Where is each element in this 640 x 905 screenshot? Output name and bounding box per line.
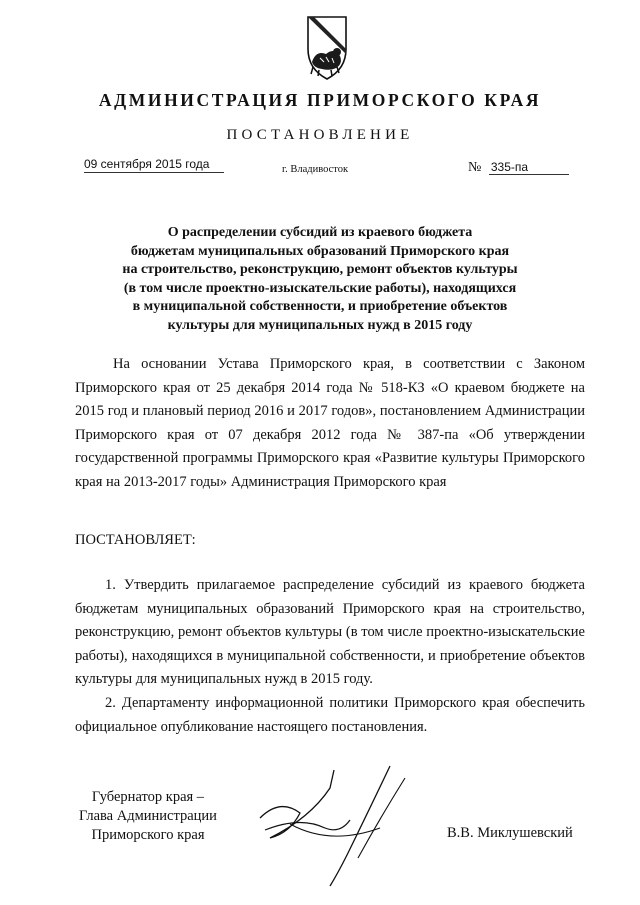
document-number [468,160,569,176]
document-title [60,224,580,335]
title-line: бюджетам муниципальных образований Приморского края [130,243,510,259]
document-type: ПОСТАНОВЛЕНИЕ [226,127,414,143]
handwritten-signature-icon [230,758,420,888]
position-line: Глава Администрации [79,808,217,824]
decree-word: ПОСТАНОВЛЯЕТ: [75,532,196,548]
decree-item-1: 1. Утвердить прилагаемое распределение субсидий из краевого бюджета бюджетам муниципальных образований Приморского края на строительство, реконструкцию, ремонт объектов культуры (в том числе проектно-изыскательские работы), находящихся в муниципальной собственности, и приобретение объектов культуры для муниципальных нужд в 2015 году. [75,577,585,687]
preamble-paragraph: На основании Устава Приморского края, в соответствии с Законом Приморского края от 25 декабря 2014 года № 518-КЗ «О краевом бюджете на 2015 год и плановый период 2016 и 2017 годов», постановлением Администрации Приморского края от 07 декабря 2012 года № 387-па «Об утверждении государственной программы Приморского края «Развитие культуры Приморского края на 2013-2017 годы» Администрация Приморского края [75,356,585,490]
organization-name: АДМИНИСТРАЦИЯ ПРИМОРСКОГО КРАЯ [98,90,542,110]
title-line: О распределении субсидий из краевого бюджета [167,225,473,240]
position-line: Губернатор края – [91,789,205,805]
decree-item-2: 2. Департаменту информационной политики Приморского края обеспечить официальное опубликование настоящего постановления. [75,695,585,735]
document-city: г. Владивосток [282,164,349,175]
title-line: культуры для муниципальных нужд в 2015 году [167,317,473,333]
signatory-name: В.В. Миклушевский [447,825,573,841]
number-label: № [468,160,482,175]
signatory-position [60,788,236,845]
document-date: 09 сентября 2015 года [84,157,224,173]
title-line: (в том числе проектно-изыскательские работы), находящихся [123,280,517,296]
position-line: Приморского края [91,827,205,843]
title-line: в муниципальной собственности, и приобретение объектов [132,299,508,314]
coat-of-arms-icon [300,14,354,84]
number-value: 335-па [489,160,569,175]
title-line: на строительство, реконструкцию, ремонт объектов культуры [122,262,518,277]
